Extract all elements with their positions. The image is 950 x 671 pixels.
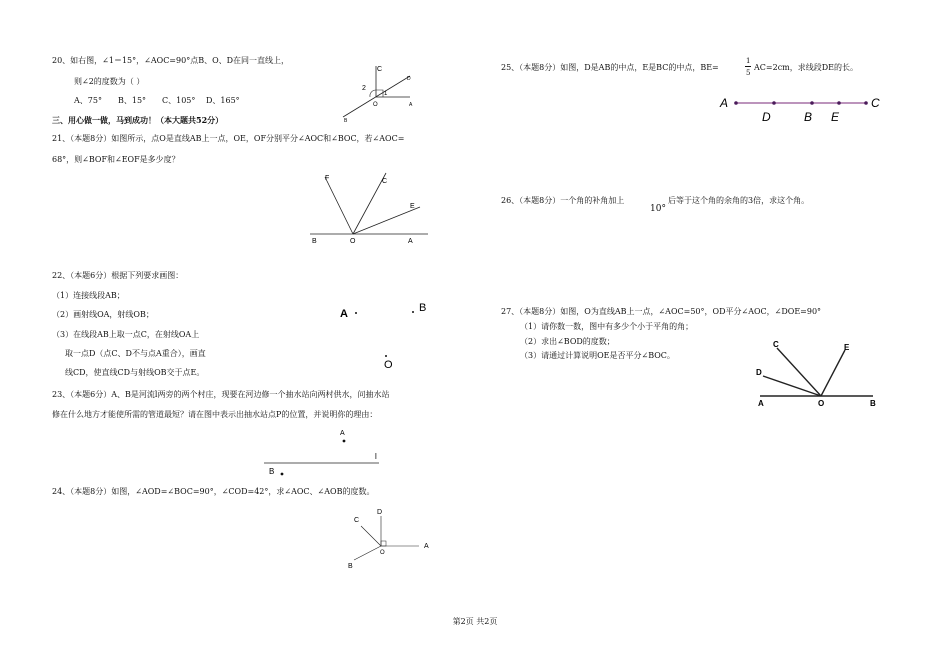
q20-line1: 20、如右图，∠1＝15°，∠AOC=90°点B、O、D在同一直线上， — [52, 56, 290, 65]
q24-text: 24、（本题8分）如图，∠AOD=∠BOC=90°，∠COD=42°，求∠AOC、∠AOB的度数。 — [52, 487, 375, 496]
q25-fig-c: C — [871, 96, 880, 110]
q27-fig-e: E — [844, 343, 850, 352]
q21-fig-f: F — [325, 175, 330, 182]
q24-fig-d: D — [377, 509, 383, 516]
q23-fig-l: l — [375, 452, 377, 461]
q20-option-d: D、165° — [206, 96, 240, 105]
q20-fig-d: D — [407, 76, 411, 82]
q25-text-b: AC=2cm，求线段DE的长。 — [754, 63, 859, 72]
q21-line1: 21、（本题8分）如图所示，点O是直线AB上一点，OE，OF分别平分∠AOC和∠BOC，若∠AOC= — [52, 134, 405, 143]
q25-fig-d: D — [762, 110, 771, 124]
q22-head: 22、（本题6分）根据下列要求画图： — [52, 271, 184, 280]
q25-frac-bar — [745, 66, 751, 67]
q20-fig-n1: 1 — [384, 91, 388, 97]
q21-figure — [308, 168, 433, 248]
q22-fig-b: B — [419, 302, 427, 314]
q23-line2: 修在什么地方才能使所需的管道最短？请在图中表示出抽水站点P的位置，并说明你的理由： — [52, 410, 378, 419]
q26-text-a: 26、（本题8分）一个角的补角加上 — [501, 196, 625, 205]
q23-line1: 23、（本题6分）A、B是河流l两旁的两个村庄，现要在河边修一个抽水站向两村供水，问抽水站 — [52, 390, 390, 399]
q21-fig-b: B — [312, 238, 317, 245]
q23-fig-a: A — [340, 430, 345, 437]
q20-fig-b: B — [344, 118, 348, 124]
q25-fig-e: E — [831, 110, 840, 124]
q22-item-1: （1）连接线段AB； — [52, 291, 125, 300]
q27-item-1: （1）请你数一数，图中有多少个小于平角的角； — [520, 322, 694, 331]
q20-option-b: B、15° — [118, 96, 147, 105]
q22-figure — [335, 296, 435, 376]
q24-fig-c: C — [354, 517, 360, 524]
q20-figure — [338, 62, 438, 124]
q22-cont-1: 取一点D（点C、D不与点A重合），画直 — [65, 349, 206, 358]
q25-figure — [718, 93, 888, 123]
q21-fig-e: E — [410, 203, 415, 210]
q21-fig-c: C — [382, 178, 388, 185]
q20-fig-a: A — [409, 102, 413, 108]
q24-fig-b: B — [348, 563, 353, 570]
q22-cont-2: 线CD，使直线CD与射线OB交于点E。 — [65, 368, 205, 377]
q24-fig-o: O — [380, 550, 385, 556]
q23-fig-b: B — [269, 467, 275, 476]
q27-fig-a: A — [758, 399, 764, 408]
q27-fig-o: O — [818, 399, 825, 408]
q22-fig-a: A — [340, 308, 348, 320]
q20-fig-n2: 2 — [362, 85, 366, 92]
q21-fig-o: O — [350, 238, 356, 245]
q22-item-2: （2）画射线OA，射线OB； — [52, 310, 154, 319]
q25-frac-den: 5 — [746, 69, 751, 77]
q27-fig-d: D — [756, 368, 762, 377]
q27-item-2: （2）求出∠BOD的度数； — [520, 337, 615, 346]
q21-line2: 68°，则∠BOF和∠EOF是多少度？ — [52, 155, 180, 164]
q24-fig-a: A — [424, 543, 429, 550]
q25-fig-b: B — [804, 110, 813, 124]
q20-fig-o: O — [373, 102, 378, 108]
q25-fig-a: A — [720, 96, 729, 110]
q27-fig-b: B — [870, 399, 876, 408]
q20-line2: 则∠2的度数为（ ） — [74, 77, 145, 86]
q25-text-a: 25、（本题8分）如图，D是AB的中点，E是BC的中点，BE= — [501, 63, 719, 72]
q27-item-3: （3）请通过计算说明OE是否平分∠BOC。 — [520, 351, 675, 360]
q22-fig-o: O — [384, 359, 393, 371]
section3-heading: 三、用心做一做，马到成功！（本大题共52分） — [52, 115, 224, 125]
q26-deg: 10° — [650, 204, 666, 214]
q21-fig-a: A — [408, 238, 413, 245]
page-footer: 第2页 共2页 — [452, 617, 498, 626]
q27-figure — [755, 338, 890, 413]
q20-option-a: A、75° — [74, 96, 102, 105]
q25-frac-num: 1 — [746, 57, 751, 65]
q26-text-b: 后等于这个角的余角的3倍，求这个角。 — [668, 196, 810, 205]
q22-item-3: （3）在线段AB上取一点C，在射线OA上 — [52, 330, 200, 339]
q24-figure — [343, 505, 443, 575]
q27-fig-c: C — [773, 340, 779, 349]
q20-option-c: C、105° — [162, 96, 196, 105]
q23-figure — [262, 426, 387, 481]
q27-line1: 27、（本题8分）如图，O为直线AB上一点，∠AOC=50°，OD平分∠AOC，∠DOE=90° — [501, 307, 822, 316]
q20-fig-c: C — [377, 66, 383, 73]
